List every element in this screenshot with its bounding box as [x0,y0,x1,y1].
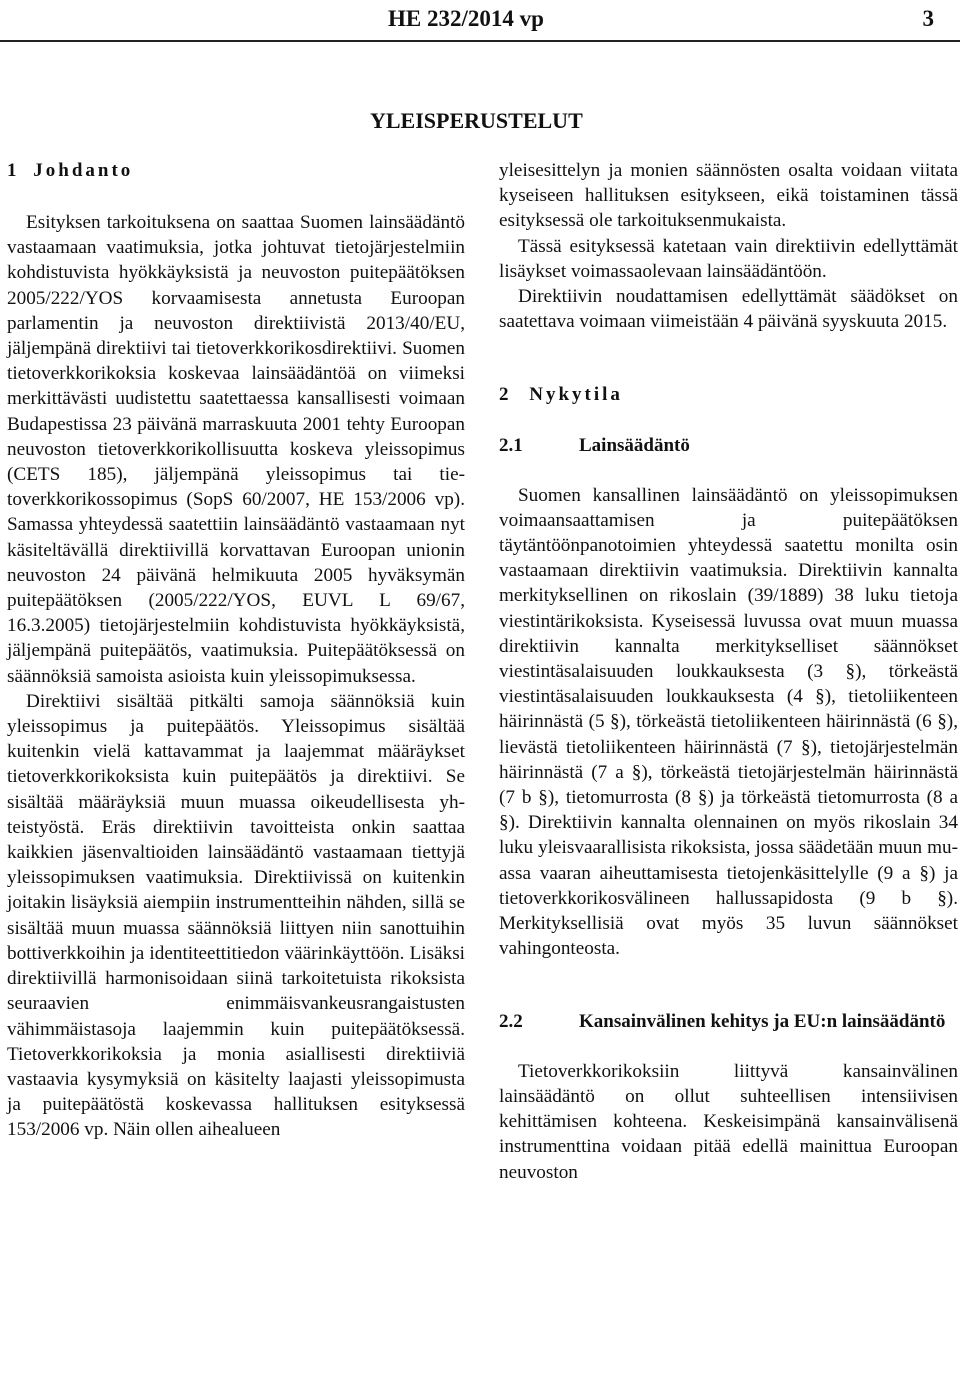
page-number: 3 [922,6,934,31]
heading-number: 1 [7,160,20,181]
section-title: YLEISPERUSTELUT [370,108,583,133]
heading-number: 2.1 [499,435,523,457]
heading-text: Johdanto [33,160,134,181]
left-column [7,158,465,1143]
paragraph: Esityksen tarkoituksena on saattaa Suomen lainsäädäntö vastaamaan vaatimuksia, jotka johtuvat tietojärjestelmiin kohdistuvista hyökkäyksistä ja neuvoston puitepäätöksen 2005/222/YOS korvaamisesta annetusta Euroopan parlamentin ja neuvoston direktiivistä 2013/40/EU, jäljempänä direktiivi tai tietoverkkorikosdirektiivi. Suomen tietoverkkorikoksia koskevaa lainsäädäntöä on viimeksi merkittävästi uudistettu saatettaessa kansallisesti voimaan Budapestissa 23 päivänä marraskuuta 2001 tehty Euroopan neuvoston tietoverkkorikollisuutta koskeva yleissopimus (CETS 185), jäljempänä yleissopimus tai tietoverkkorikossopimus (SopS 60/2007, HE 153/2006 vp). Samassa yhteydessä saatettiin lainsäädäntö vastaamaan nyt käsiteltävällä direktiivillä korvattavan Euroopan unionin neuvoston 24 päivänä helmikuuta 2005 hyväksymän puitepäätöksen (2005/222/YOS, EUVL L 69/67, 16.3.2005) tietojärjestelmiin kohdistuvista hyökkäyksistä, jäljempänä puitepäätös, vaatimuksia. Puitepäätöksessä on säännöksiä samoista asioista kuin yleissopimuksessa. [7,212,465,687]
document-id: HE 232/2014 vp [388,6,544,31]
heading-number: 2 [499,384,512,406]
paragraph: yleisesittelyn ja monien säännösten osalta voidaan viitata kyseiseen hallituksen esitykseen, eikä toistaminen tässä esityksessä ole tarkoituksenmukaista. [499,160,958,232]
heading-number: 2.2 [499,1011,523,1033]
header-divider [0,40,960,42]
heading-kansainvalinen [499,1009,958,1034]
heading-text: Lainsäädäntö [579,435,690,457]
heading-johdanto [7,158,465,185]
paragraph: Tässä esityksessä katetaan vain direktiivin edellyttämät lisäykset voimassaolevaan lainsäädäntöön. [499,235,958,282]
paragraph: Suomen kansallinen lainsäädäntö on yleissopimuksen voimaansaattamisen ja puitepäätöksen täytäntöönpanotoimien yhteydessä saatettu monilta osin vastaamaan direktiivin vaatimuksia. Direktiivin kannalta merkityksellinen on rikoslain (39/1889) 38 luku tietoja viestintärikoksista. Kyseisessä luvussa ovat muun muassa direktiivin kannalta merkitykselliset säännökset viestintäsalaisuuden loukkauksesta (3 §), törkeästä viestintäsalaisuuden loukkauksesta (4 §), tietoliikenteen häirinnästä (5 §), törkeästä tietoliikenteen häirinnästä (6 §), lievästä tietoliikenteen häirinnästä (7 §), tietojärjestelmän häirinnästä (7 a §), törkeästä tietojärjestelmän häirinnästä (7 b §), tietomurrosta (8 §) ja törkeästä tietomurrosta (8 a §). Direktiivin kannalta olennainen on myös rikoslain 34 luku yleisvaarallisista rikoksista, jossa säädetään muun muassa vaaran aiheuttamisesta tietojenkäsittelylle (9 a §) ja tietoverkkorikosvälineen hallussapidosta (9 b §). Merkityksellisiä ovat myös 35 luvun säännökset vahingonteosta. [499,484,958,960]
paragraph: Tietoverkkorikoksiin liittyvä kansainvälinen lainsäädäntö on ollut suhteellisen intensiivisen kehittämisen kohteena. Keskeisimpänä kansainvälisenä instrumenttina voidaan pitää edellä mainittua Euroopan neuvoston [499,1060,958,1183]
heading-nykytila [499,382,958,409]
paragraph: Direktiivi sisältää pitkälti samoja säännöksiä kuin yleissopimus ja puitepäätös. Yleissopimus sisältää kuitenkin vielä kattavammat ja laajemmat määräykset tietoverkkorikoksista kuin puitepäätös ja direktiivi. Se sisältää määräyksiä muun muassa oikeudellisesta yhteistyöstä. Eräs direktiivin tavoitteista onkin saattaa kaikkien jäsenvaltioiden lainsäädäntö vastaamaan tiettyjä yleissopimuksen vaatimuksia. Direktiivissä on kuitenkin joitakin lisäyksiä aiempiin instrumentteihin nähden, sillä se sisältää muun muassa säännöksiä liittyen niin sanottuihin bottiverkkoihin ja identiteettitiedon väärinkäyttöön. Lisäksi direktiivillä harmonisoidaan siinä tarkoitetuista rikoksista seuraavien enimmäisvankeusrangaistusten vähimmäistasoja laajemmin kuin puitepäätöksessä. Tietoverkkorikoksia ja monia asiallisesti direktiiviä vastaavia kysymyksiä on käsitelty laajasti yleissopimusta ja puitepäätöstä koskevassa hallituksen esityksessä 153/2006 vp. Näin ollen aihealueen [7,690,465,1141]
heading-text: Nykytila [529,384,623,406]
right-column [499,158,958,1185]
heading-lainsaadanto [499,433,958,458]
heading-text: Kansainvälinen kehitys ja EU:n lainsäädäntö [579,1011,946,1033]
paragraph: Direktiivin noudattamisen edellyttämät säädökset on saatettava voimaan viimeistään 4 päivänä syyskuuta 2015. [499,286,958,333]
